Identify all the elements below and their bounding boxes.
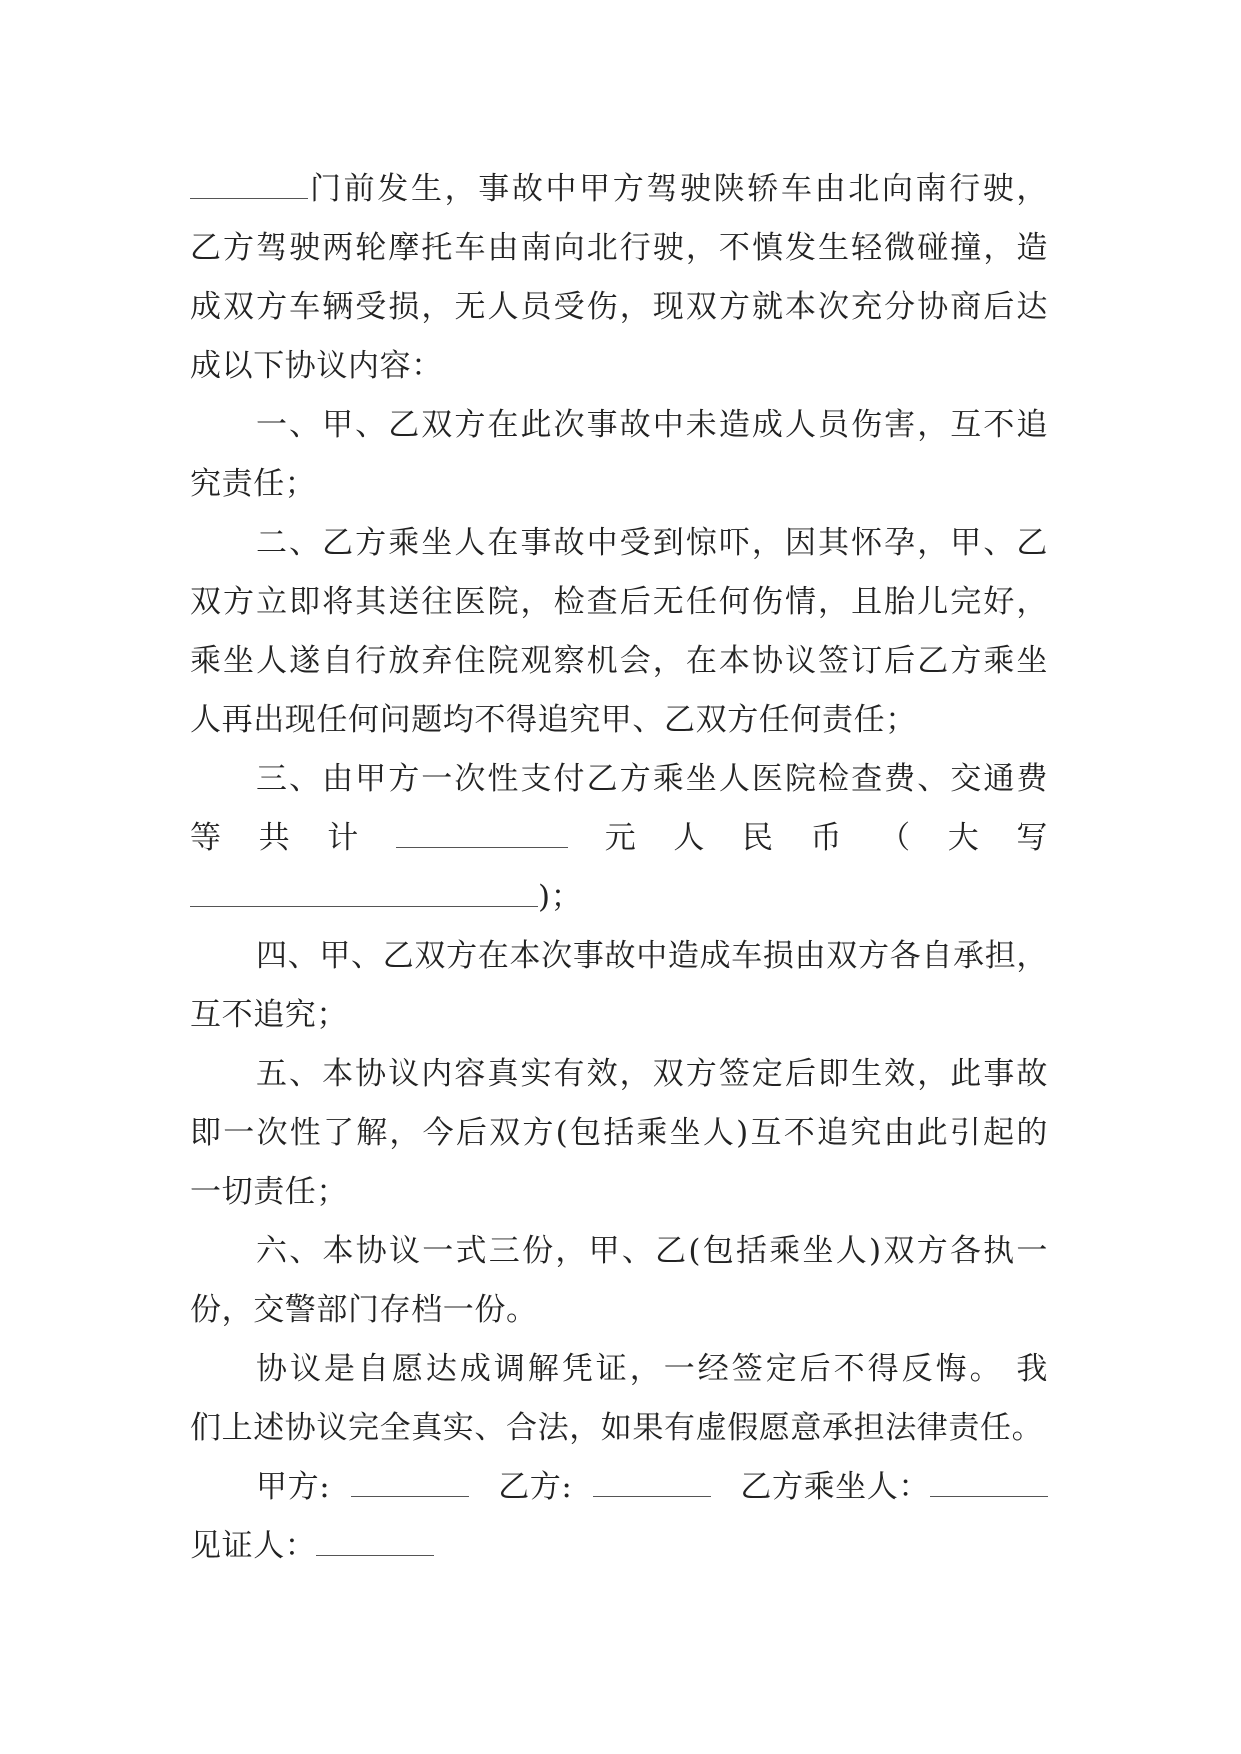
- clause-2-line: 二、乙方乘坐人在事故中受到惊吓，因其怀孕，甲、乙: [256, 525, 1048, 561]
- amount-uppercase-blank[interactable]: [190, 880, 538, 907]
- text-char: 大: [947, 820, 980, 856]
- passenger-blank[interactable]: [930, 1470, 1048, 1497]
- clause-2-line: 乘坐人遂自行放弃住院观察机会，在本协议签订后乙方乘坐: [190, 643, 1048, 679]
- clause-5-line: 即一次性了解，今后双方(包括乘坐人)互不追究由此引起的: [190, 1115, 1048, 1151]
- signature-line: [190, 1458, 1048, 1517]
- clause-4-line: 互不追究；: [190, 997, 348, 1033]
- passenger-signature: [740, 1458, 1048, 1517]
- text-char: 元: [604, 820, 637, 856]
- text-line: 乙方驾驶两轮摩托车由南向北行驶，不慎发生轻微碰撞，造: [190, 230, 1048, 266]
- location-blank[interactable]: [190, 172, 308, 199]
- party-b-signature: [498, 1458, 711, 1517]
- clause-5-line: 五、本协议内容真实有效，双方签定后即生效，此事故: [256, 1056, 1048, 1092]
- clause-1-line: 究责任；: [190, 466, 317, 502]
- text-char: 计: [327, 820, 359, 856]
- text-char: （: [879, 820, 911, 856]
- witness-blank[interactable]: [316, 1529, 434, 1556]
- text-char: 民: [741, 820, 774, 856]
- text-line: 成以下协议内容：: [190, 348, 443, 384]
- amount-blank[interactable]: [396, 821, 568, 848]
- witness-label: 见证人：: [190, 1528, 317, 1564]
- text-char: 币: [810, 820, 843, 856]
- text-char: 等: [190, 820, 222, 856]
- party-a-signature: [256, 1458, 469, 1517]
- clause-3-line: 三、由甲方一次性支付乙方乘坐人医院检查费、交通费: [256, 761, 1048, 797]
- clause-2-line: 人再出现任何问题均不得追究甲、乙双方任何责任；: [190, 702, 917, 738]
- clause-5-line: 一切责任；: [190, 1174, 348, 1210]
- clause-2-line: 双方立即将其送往医院，检查后无任何伤情，且胎儿完好，: [190, 584, 1048, 620]
- clause-3-amount-uppercase-line: [190, 868, 1048, 927]
- text-line: 成双方车辆受损，无人员受伤，现双方就本次充分协商后达: [190, 289, 1048, 325]
- party-b-label: 乙方:: [498, 1469, 573, 1505]
- text-segment: )；: [538, 879, 583, 915]
- clause-6-line: 六、本协议一式三份，甲、乙(包括乘坐人)双方各执一: [256, 1233, 1048, 1269]
- text-line: [190, 160, 1048, 219]
- text-char: 写: [1016, 820, 1048, 856]
- clause-6-line: 份，交警部门存档一份。: [190, 1292, 538, 1328]
- clause-1-line: 一、甲、乙双方在此次事故中未造成人员伤害，互不追: [256, 407, 1048, 443]
- passenger-label: 乙方乘坐人：: [740, 1469, 930, 1505]
- party-a-label: 甲方:: [256, 1469, 331, 1505]
- party-a-blank[interactable]: [351, 1470, 469, 1497]
- clause-3-amount-line: [190, 809, 1048, 868]
- agreement-document: [190, 160, 1048, 1576]
- declaration-line: 们上述协议完全真实、合法，如果有虚假愿意承担法律责任。: [190, 1410, 1044, 1446]
- declaration-line: 协议是自愿达成调解凭证，一经签定后不得反悔。 我: [256, 1351, 1048, 1387]
- clause-4-line: 四、甲、乙双方在本次事故中造成车损由双方各自承担，: [256, 938, 1048, 974]
- party-b-blank[interactable]: [593, 1470, 711, 1497]
- text-char: 人: [673, 820, 705, 856]
- witness-line: [190, 1517, 1048, 1576]
- text-char: 共: [258, 820, 291, 856]
- text-segment: 门前发生，事故中甲方驾驶陕轿车由北向南行驶，: [308, 171, 1048, 207]
